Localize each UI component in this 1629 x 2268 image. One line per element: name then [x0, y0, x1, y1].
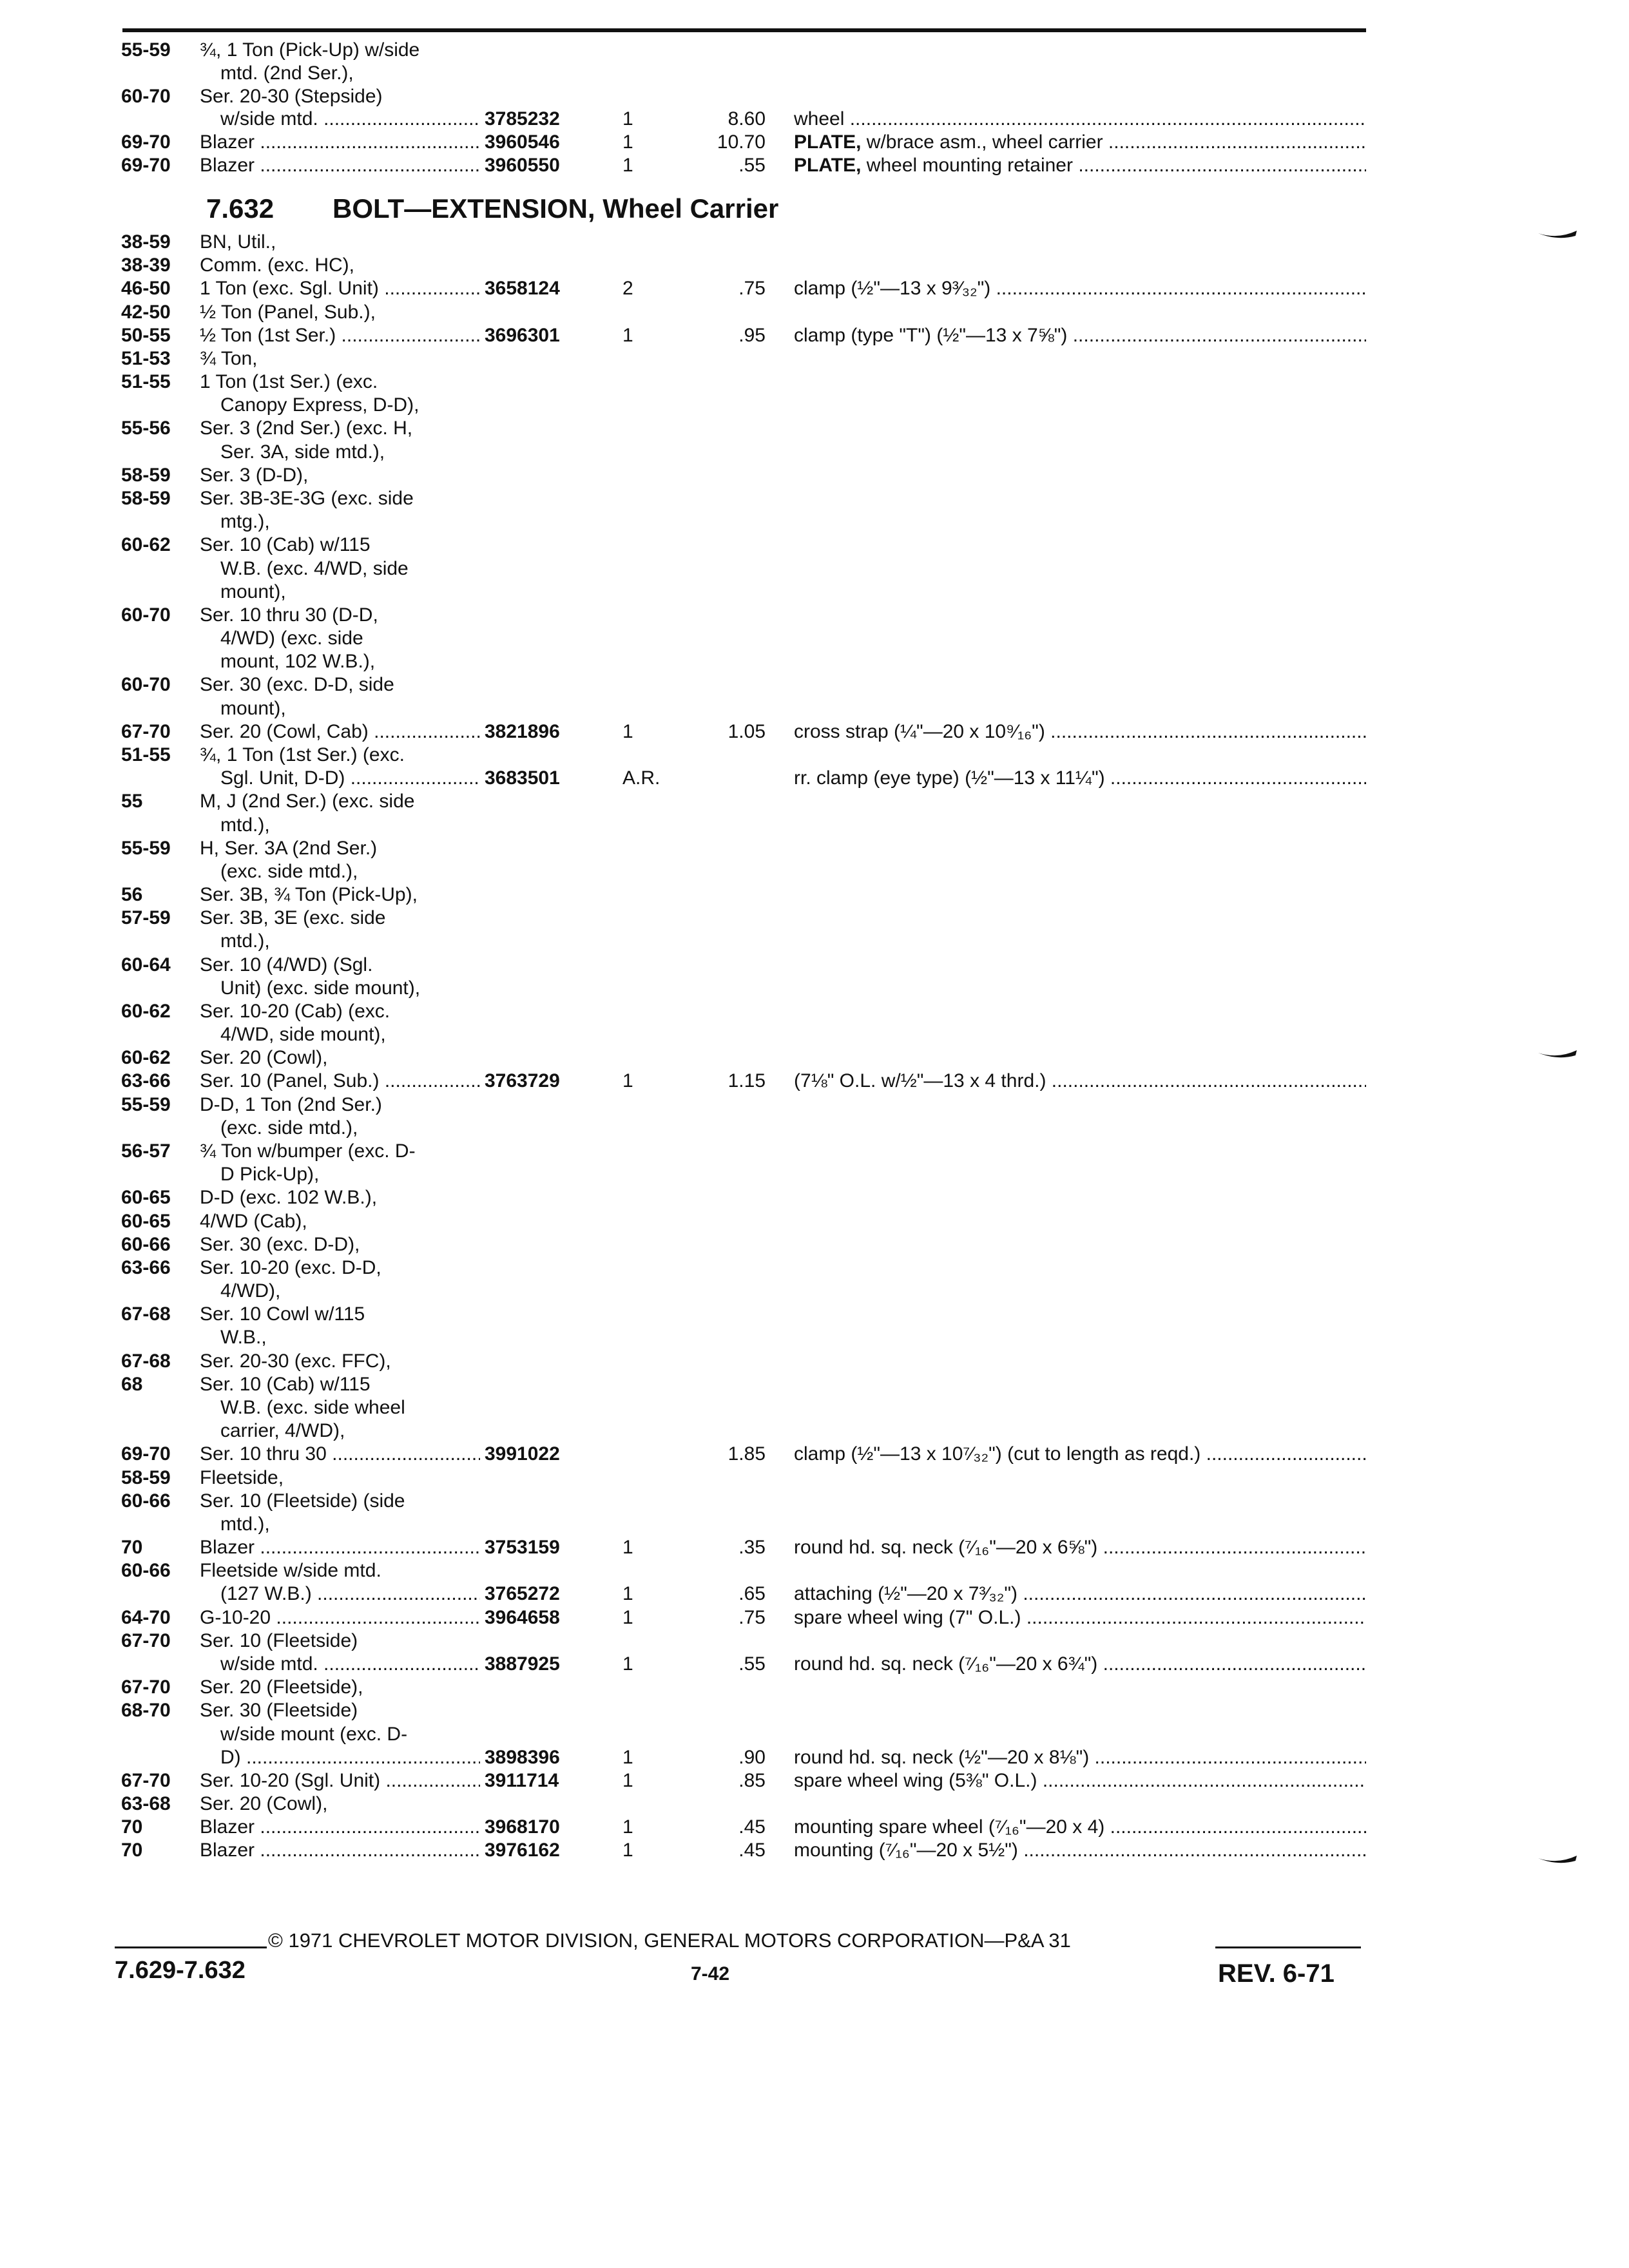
table-row	[0, 324, 1629, 347]
part-number: 3696301	[485, 324, 560, 346]
part-name-text: mounting (⁷⁄₁₆"—20 x 5½")	[794, 1840, 1018, 1861]
application-description: Sgl. Unit, D-D) .....	[220, 767, 480, 790]
part-name-bold: PLATE,	[794, 155, 862, 176]
application-description: Ser. 20-30 (Stepside)	[200, 85, 383, 107]
part-name-text: clamp (½"—13 x 9³⁄₃₂")	[794, 278, 991, 300]
table-row	[0, 930, 1629, 953]
part-name	[794, 1443, 1366, 1466]
table-row	[0, 1490, 1629, 1513]
model-years: 38-39	[121, 255, 171, 276]
table-row	[0, 1699, 1629, 1722]
part-number: 3658124	[485, 278, 560, 300]
price: .75	[738, 1606, 766, 1628]
table-row	[0, 1792, 1629, 1816]
table-row	[0, 1210, 1629, 1233]
table-row	[0, 441, 1629, 464]
table-row	[0, 860, 1629, 883]
price: .65	[738, 1583, 766, 1605]
table-row	[0, 464, 1629, 487]
part-number: 3785232	[485, 108, 560, 130]
application-description: 4/WD, side mount),	[220, 1024, 386, 1046]
margin-tick-mark-icon	[1537, 1856, 1578, 1865]
margin-tick-mark-icon	[1537, 231, 1578, 240]
part-name-text: clamp (type "T") (½"—13 x 7⅝")	[794, 324, 1068, 346]
part-number: 3964658	[485, 1606, 560, 1628]
model-years: 67-70	[121, 1769, 171, 1791]
application-description: Unit) (exc. side mount),	[220, 977, 421, 999]
application-description: D) .....	[220, 1746, 480, 1769]
application-description: Blazer .....	[200, 1816, 480, 1839]
part-name	[794, 131, 1366, 154]
table-row	[0, 1676, 1629, 1699]
application-description: Blazer .....	[200, 1536, 480, 1559]
part-name	[794, 767, 1366, 790]
application-description: Ser. 20-30 (exc. FFC),	[200, 1350, 391, 1372]
table-row	[0, 1280, 1629, 1303]
table-row	[0, 1582, 1629, 1606]
application-description: BN, Util.,	[200, 231, 276, 253]
model-years: 68-70	[121, 1700, 171, 1722]
part-name	[794, 324, 1366, 347]
application-description: Ser. 10-20 (Cab) (exc.	[200, 1000, 390, 1022]
part-name-text: rr. clamp (eye type) (½"—13 x 11¼")	[794, 767, 1105, 789]
application-description: mtd.),	[220, 814, 270, 836]
part-number: 3821896	[485, 720, 560, 742]
table-row	[0, 1326, 1629, 1349]
application-description: D-D (exc. 102 W.B.),	[200, 1187, 378, 1209]
application-description: 4/WD (Cab),	[200, 1210, 307, 1232]
table-row	[0, 417, 1629, 440]
model-years: 67-70	[121, 1677, 171, 1698]
part-name	[794, 1746, 1366, 1769]
part-name	[794, 1606, 1366, 1629]
part-number: 3765272	[485, 1583, 560, 1605]
model-years: 64-70	[121, 1606, 171, 1628]
quantity: 1	[622, 1746, 633, 1768]
part-name	[794, 108, 1366, 131]
model-years: 55	[121, 791, 143, 812]
model-years: 63-66	[121, 1070, 171, 1092]
model-years: 60-65	[121, 1187, 171, 1209]
price: .45	[738, 1816, 766, 1838]
model-years: 56	[121, 884, 143, 906]
application-description: ¾ Ton w/bumper (exc. D-	[200, 1140, 416, 1162]
application-description: Fleetside w/side mtd.	[200, 1560, 381, 1582]
table-row	[0, 1233, 1629, 1256]
part-name-text: round hd. sq. neck (⁷⁄₁₆"—20 x 6¾")	[794, 1653, 1098, 1675]
price: 8.60	[728, 108, 766, 130]
application-description: mtd.),	[220, 930, 270, 952]
table-row	[0, 1419, 1629, 1443]
part-name-text: round hd. sq. neck (½"—20 x 8⅛")	[794, 1746, 1090, 1768]
table-row	[0, 557, 1629, 581]
table-row	[0, 650, 1629, 673]
model-years: 60-66	[121, 1560, 171, 1582]
model-years: 58-59	[121, 464, 171, 486]
model-years: 67-70	[121, 1629, 171, 1651]
table-row	[0, 627, 1629, 650]
table-row	[0, 108, 1629, 131]
table-row	[0, 1117, 1629, 1140]
application-description: Ser. 10 (Fleetside) (side	[200, 1490, 405, 1512]
model-years: 51-53	[121, 347, 171, 369]
model-years: 70	[121, 1816, 143, 1838]
table-row	[0, 1373, 1629, 1396]
model-years: 69-70	[121, 131, 171, 153]
part-number: 3991022	[485, 1443, 560, 1465]
part-number: 3960546	[485, 131, 560, 153]
application-description: Ser. 10 (Cab) w/115	[200, 1373, 371, 1395]
table-row	[0, 1816, 1629, 1839]
part-name-text: spare wheel wing (5⅜" O.L.)	[794, 1769, 1037, 1791]
quantity: 1	[622, 1583, 633, 1605]
table-row	[0, 720, 1629, 744]
table-row	[0, 1163, 1629, 1186]
application-description: w/side mtd. .....	[220, 108, 480, 131]
application-description: ¾ Ton,	[200, 347, 258, 369]
model-years: 67-70	[121, 720, 171, 742]
part-name	[794, 720, 1366, 744]
application-description: Ser. 3A, side mtd.),	[220, 441, 385, 463]
model-years: 69-70	[121, 155, 171, 176]
application-description: Ser. 10 Cowl w/115	[200, 1303, 365, 1325]
model-years: 51-55	[121, 744, 171, 765]
model-years: 55-59	[121, 39, 171, 61]
table-row	[0, 814, 1629, 837]
section-heading	[206, 193, 778, 224]
model-years: 55-59	[121, 1093, 171, 1115]
part-name-text: (7⅛" O.L. w/½"—13 x 4 thrd.)	[794, 1070, 1046, 1092]
table-row	[0, 744, 1629, 767]
table-row	[0, 1839, 1629, 1862]
application-description: Ser. 10 (Fleetside)	[200, 1629, 358, 1651]
table-row	[0, 1653, 1629, 1676]
application-description: Ser. 10 (4/WD) (Sgl.	[200, 954, 373, 975]
price: .55	[738, 155, 766, 176]
application-description: mount),	[220, 697, 286, 719]
part-name	[794, 154, 1366, 177]
part-number: 3911714	[485, 1769, 559, 1791]
quantity: 1	[622, 131, 633, 153]
application-description: w/side mtd. .....	[220, 1653, 480, 1676]
model-years: 60-70	[121, 604, 171, 626]
price: 10.70	[717, 131, 766, 153]
price: .75	[738, 278, 766, 300]
part-name-text: wheel mounting retainer	[861, 155, 1073, 176]
price: .55	[738, 1653, 766, 1675]
model-years: 51-55	[121, 371, 171, 393]
application-description: Ser. 20 (Cowl),	[200, 1047, 328, 1069]
application-description: mtd.),	[220, 1513, 270, 1535]
application-description: Ser. 10-20 (exc. D-D,	[200, 1256, 381, 1278]
table-row	[0, 301, 1629, 324]
table-row	[0, 510, 1629, 533]
application-description: ½ Ton (Panel, Sub.),	[200, 301, 376, 323]
quantity: 1	[622, 324, 633, 346]
table-row	[0, 85, 1629, 108]
application-description: Blazer .....	[200, 1839, 480, 1862]
footer-copyright: © 1971 CHEVROLET MOTOR DIVISION, GENERAL MOTORS CORPORATION—P&A 31	[268, 1929, 1071, 1952]
model-years: 70	[121, 1537, 143, 1559]
application-description: ¾, 1 Ton (Pick-Up) w/side	[200, 39, 420, 61]
model-years: 38-59	[121, 231, 171, 253]
table-row	[0, 581, 1629, 604]
table-row	[0, 1186, 1629, 1209]
table-row	[0, 767, 1629, 790]
part-number: 3968170	[485, 1816, 560, 1838]
part-name-text: round hd. sq. neck (⁷⁄₁₆"—20 x 6⅝")	[794, 1537, 1098, 1559]
part-name-text: attaching (½"—20 x 7³⁄₃₂")	[794, 1583, 1017, 1605]
application-description: mount),	[220, 581, 286, 602]
part-name	[794, 1653, 1366, 1676]
table-row	[0, 977, 1629, 1000]
application-description: mtd. (2nd Ser.),	[220, 62, 354, 84]
quantity: 1	[622, 1606, 633, 1628]
application-description: (127 W.B.) .....	[220, 1582, 480, 1606]
model-years: 42-50	[121, 301, 171, 323]
table-row	[0, 673, 1629, 697]
table-row	[0, 1536, 1629, 1559]
quantity: 1	[622, 1653, 633, 1675]
part-name	[794, 1536, 1366, 1559]
table-row	[0, 487, 1629, 510]
application-description: Ser. 30 (exc. D-D),	[200, 1233, 360, 1255]
table-row	[0, 1023, 1629, 1046]
application-description: Ser. 3 (2nd Ser.) (exc. H,	[200, 418, 413, 439]
price: 1.85	[728, 1443, 766, 1465]
model-years: 55-56	[121, 418, 171, 439]
table-row	[0, 1769, 1629, 1792]
footer-rule-left	[115, 1946, 267, 1948]
part-name-text: spare wheel wing (7" O.L.)	[794, 1606, 1021, 1628]
model-years: 58-59	[121, 1466, 171, 1488]
application-description: D Pick-Up),	[220, 1164, 320, 1186]
quantity: 1	[622, 1070, 633, 1092]
price: .90	[738, 1746, 766, 1768]
application-description: carrier, 4/WD),	[220, 1420, 345, 1442]
part-number: 3887925	[485, 1653, 560, 1675]
table-row	[0, 1606, 1629, 1629]
part-name-text: w/brace asm., wheel carrier	[861, 131, 1103, 153]
footer-page-number: 7-42	[691, 1963, 730, 1984]
application-description: 4/WD),	[220, 1280, 281, 1302]
table-row	[0, 697, 1629, 720]
table-row	[0, 883, 1629, 907]
application-description: Ser. 10 thru 30 (D-D,	[200, 604, 378, 626]
table-row	[0, 1466, 1629, 1490]
table-row	[0, 1723, 1629, 1746]
price: .45	[738, 1840, 766, 1861]
model-years: 55-59	[121, 837, 171, 859]
application-description: Ser. 20 (Fleetside),	[200, 1677, 363, 1698]
application-description: Ser. 10 (Cab) w/115	[200, 534, 371, 556]
section-number: 7.632	[206, 193, 275, 224]
application-description: Ser. 10 (Panel, Sub.) .....	[200, 1070, 480, 1093]
table-row	[0, 1000, 1629, 1023]
price: .85	[738, 1769, 766, 1791]
table-row	[0, 39, 1629, 62]
application-description: Fleetside,	[200, 1466, 284, 1488]
model-years: 69-70	[121, 1443, 171, 1465]
price: .95	[738, 324, 766, 346]
footer-revision: REV. 6-71	[1218, 1959, 1335, 1988]
part-name-text: clamp (½"—13 x 10⁷⁄₃₂") (cut to length as reqd.)	[794, 1443, 1201, 1465]
part-name-text: cross strap (¼"—20 x 10⁹⁄₁₆")	[794, 720, 1045, 742]
application-description: M, J (2nd Ser.) (exc. side	[200, 791, 415, 812]
table-row	[0, 254, 1629, 277]
table-row	[0, 1746, 1629, 1769]
part-name-text: mounting spare wheel (⁷⁄₁₆"—20 x 4)	[794, 1816, 1105, 1838]
application-description: (exc. side mtd.),	[220, 1117, 358, 1139]
footer-rule-right	[1215, 1946, 1361, 1948]
table-row	[0, 277, 1629, 300]
model-years: 60-62	[121, 1047, 171, 1069]
model-years: 67-68	[121, 1350, 171, 1372]
quantity: 1	[622, 155, 633, 176]
model-years: 60-65	[121, 1210, 171, 1232]
part-name	[794, 1582, 1366, 1606]
table-row	[0, 1559, 1629, 1582]
part-number: 3976162	[485, 1840, 560, 1861]
table-row	[0, 1513, 1629, 1536]
part-name-text: wheel	[794, 108, 845, 130]
part-number: 3898396	[485, 1746, 560, 1768]
part-number: 3763729	[485, 1070, 560, 1092]
application-description: 1 Ton (1st Ser.) (exc.	[200, 371, 378, 393]
footer-section-range: 7.629-7.632	[115, 1957, 246, 1984]
quantity: 1	[622, 1537, 633, 1559]
model-years: 58-59	[121, 487, 171, 509]
table-row	[0, 347, 1629, 370]
quantity: 2	[622, 278, 633, 300]
application-description: W.B. (exc. side wheel	[220, 1397, 405, 1418]
application-description: mtg.),	[220, 511, 270, 533]
part-name-bold: PLATE,	[794, 131, 862, 153]
model-years: 56-57	[121, 1140, 171, 1162]
table-row	[0, 907, 1629, 930]
table-row	[0, 790, 1629, 813]
table-row	[0, 1046, 1629, 1070]
application-description: Ser. 3B, 3E (exc. side	[200, 907, 386, 929]
price: .35	[738, 1537, 766, 1559]
quantity: A.R.	[622, 767, 660, 789]
application-description: D-D, 1 Ton (2nd Ser.)	[200, 1093, 382, 1115]
model-years: 60-64	[121, 954, 171, 975]
table-row	[0, 394, 1629, 417]
quantity: 1	[622, 720, 633, 742]
application-description: W.B.,	[220, 1327, 267, 1349]
section-title: BOLT—EXTENSION, Wheel Carrier	[333, 193, 779, 224]
application-description: W.B. (exc. 4/WD, side	[220, 557, 409, 579]
part-name	[794, 1769, 1366, 1792]
price: 1.05	[728, 720, 766, 742]
part-name	[794, 1070, 1366, 1093]
model-years: 63-66	[121, 1256, 171, 1278]
application-description: 1 Ton (exc. Sgl. Unit) .....	[200, 277, 480, 300]
part-number: 3683501	[485, 767, 560, 789]
application-description: ½ Ton (1st Ser.) .....	[200, 324, 480, 347]
quantity: 1	[622, 1816, 633, 1838]
table-row	[0, 1443, 1629, 1466]
quantity: 1	[622, 1769, 633, 1791]
margin-tick-mark-icon	[1537, 1050, 1578, 1059]
model-years: 68	[121, 1373, 143, 1395]
table-row	[0, 62, 1629, 85]
model-years: 46-50	[121, 278, 171, 300]
table-row	[0, 370, 1629, 394]
table-row	[0, 154, 1629, 177]
table-row	[0, 131, 1629, 154]
model-years: 60-66	[121, 1233, 171, 1255]
part-name	[794, 1816, 1366, 1839]
table-row	[0, 1303, 1629, 1326]
application-description: Ser. 20 (Cowl),	[200, 1793, 328, 1815]
table-row	[0, 1350, 1629, 1373]
table-row	[0, 1070, 1629, 1093]
application-description: Ser. 10 thru 30 .....	[200, 1443, 480, 1466]
application-description: Canopy Express, D-D),	[220, 394, 419, 416]
application-description: G-10-20 .....	[200, 1606, 480, 1629]
price: 1.15	[728, 1070, 766, 1092]
application-description: Ser. 3B-3E-3G (exc. side	[200, 487, 414, 509]
application-description: Ser. 30 (Fleetside)	[200, 1700, 358, 1722]
application-description: Blazer .....	[200, 154, 480, 177]
table-row	[0, 1093, 1629, 1117]
model-years: 60-70	[121, 85, 171, 107]
model-years: 60-62	[121, 1000, 171, 1022]
quantity: 1	[622, 1840, 633, 1861]
application-description: Blazer .....	[200, 131, 480, 154]
application-description: Comm. (exc. HC),	[200, 255, 354, 276]
application-description: Ser. 30 (exc. D-D, side	[200, 674, 394, 696]
table-row	[0, 954, 1629, 977]
table-row	[0, 1140, 1629, 1163]
part-name	[794, 1839, 1366, 1862]
model-years: 67-68	[121, 1303, 171, 1325]
model-years: 70	[121, 1840, 143, 1861]
model-years: 60-66	[121, 1490, 171, 1512]
table-row	[0, 837, 1629, 860]
table-row	[0, 604, 1629, 627]
application-description: w/side mount (exc. D-	[220, 1723, 408, 1745]
model-years: 60-62	[121, 534, 171, 556]
table-row	[0, 533, 1629, 557]
application-description: H, Ser. 3A (2nd Ser.)	[200, 837, 378, 859]
application-description: 4/WD) (exc. side	[220, 628, 363, 649]
model-years: 60-70	[121, 674, 171, 696]
application-description: Ser. 10-20 (Sgl. Unit) .....	[200, 1769, 480, 1792]
quantity: 1	[622, 108, 633, 130]
model-years: 50-55	[121, 324, 171, 346]
part-number: 3753159	[485, 1537, 560, 1559]
application-description: mount, 102 W.B.),	[220, 651, 376, 673]
table-row	[0, 1256, 1629, 1280]
table-row	[0, 1629, 1629, 1653]
model-years: 63-68	[121, 1793, 171, 1815]
table-row	[0, 1396, 1629, 1419]
table-row	[0, 231, 1629, 254]
application-description: Ser. 3 (D-D),	[200, 464, 309, 486]
part-number: 3960550	[485, 155, 560, 176]
application-description: Ser. 20 (Cowl, Cab) .....	[200, 720, 480, 744]
part-name	[794, 277, 1366, 300]
application-description: Ser. 3B, ¾ Ton (Pick-Up),	[200, 884, 418, 906]
application-description: ¾, 1 Ton (1st Ser.) (exc.	[200, 744, 405, 765]
model-years: 57-59	[121, 907, 171, 929]
application-description: (exc. side mtd.),	[220, 860, 358, 882]
